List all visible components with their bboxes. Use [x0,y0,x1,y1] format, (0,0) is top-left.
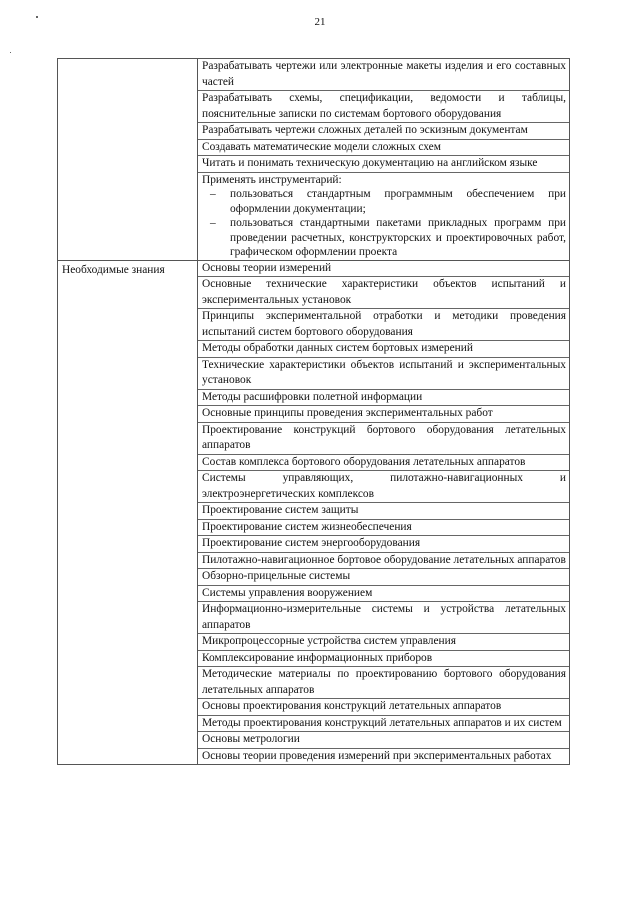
knowledge-item: Проектирование систем жизнеобеспечения [198,520,569,537]
knowledge-item: Пилотажно-навигационное бортовое оборудование летательных аппаратов [198,553,569,570]
knowledge-item: Основы теории проведения измерений при экспериментальных работах [202,749,552,762]
knowledge-item: Основы проектирования конструкций летательных аппаратов [198,699,569,716]
knowledge-item: Проектирование систем энергооборудования [198,536,569,553]
skill-item: Читать и понимать техническую документацию на английском языке [198,156,569,173]
table-row-skills [58,59,570,261]
skill-item: Создавать математические модели сложных схем [198,140,569,157]
knowledge-item: Состав комплекса бортового оборудования летательных аппаратов [198,455,569,472]
row-label-skills [58,59,198,261]
tools-list-item-text: пользоваться стандартным программным обеспечением при оформлении документации; [230,188,566,215]
tools-list-item [202,216,566,260]
skill-item: Разрабатывать схемы, спецификации, ведомости и таблицы, пояснительные записки по системам бортового оборудования [198,91,569,123]
knowledge-item: Проектирование систем защиты [198,503,569,520]
knowledge-item: Методы обработки данных систем бортовых измерений [198,341,569,358]
knowledge-item: Обзорно-прицельные системы [198,569,569,586]
knowledge-item: Основы метрологии [198,732,569,749]
tools-list [202,187,566,260]
dash-bullet-icon: – [210,188,216,200]
skill-item: Разрабатывать чертежи или электронные макеты изделия и его составных частей [198,59,569,91]
page-number: 21 [314,16,326,28]
knowledge-item: Системы управляющих, пилотажно-навигационных и электроэнергетических комплексов [198,471,569,503]
knowledge-item: Методы проектирования конструкций летательных аппаратов и их систем [198,716,569,733]
scan-speck [10,52,11,53]
knowledge-item: Проектирование конструкций бортового оборудования летательных аппаратов [198,423,569,455]
knowledge-item: Системы управления вооружением [198,586,569,603]
knowledge-cell [198,260,570,765]
tools-list-item [202,187,566,216]
knowledge-item: Методические материалы по проектированию бортового оборудования летательных аппаратов [198,667,569,699]
knowledge-item: Информационно-измерительные системы и устройства летательных аппаратов [198,602,569,634]
skills-cell [198,59,570,261]
row-label-knowledge: Необходимые знания [58,260,198,765]
knowledge-item: Комплексирование информационных приборов [198,651,569,668]
knowledge-item: Основы теории измерений [198,261,569,278]
knowledge-item: Микропроцессорные устройства систем управления [198,634,569,651]
tools-list-item-text: пользоваться стандартными пакетами прикладных программ при проведении расчетных, конструкторских и проектировочных работ, графическом оформлении проекта [230,217,566,258]
table-row-knowledge [58,260,570,765]
knowledge-item: Технические характеристики объектов испытаний и экспериментальных установок [198,358,569,390]
dash-bullet-icon: – [210,217,216,229]
skills-knowledge-table [57,58,570,765]
knowledge-item: Основные принципы проведения экспериментальных работ [198,406,569,423]
knowledge-item: Методы расшифровки полетной информации [198,390,569,407]
skill-item: Разрабатывать чертежи сложных деталей по эскизным документам [198,123,569,140]
tools-title: Применять инструментарий: [202,173,342,186]
knowledge-item: Основные технические характеристики объектов испытаний и экспериментальных установок [198,277,569,309]
knowledge-item: Принципы экспериментальной отработки и методики проведения испытаний систем бортового оборудования [198,309,569,341]
tools-block [198,173,569,260]
